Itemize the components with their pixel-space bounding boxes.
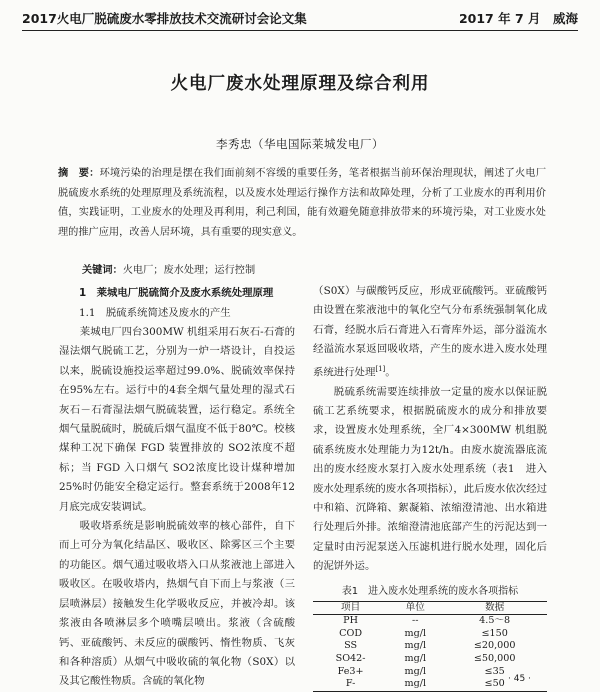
header-proceedings-title: 2017火电厂脱硫废水零排放技术交流研讨会论文集 (22, 11, 307, 26)
paragraph-text: （S0X）与碳酸钙反应，形成亚硫酸钙。亚硫酸钙由设置在浆液池中的氧化空气分布系统强制氧化成石膏，经脱水后石膏进入石膏库外运，部分溢流水经溢流水泵返回吸收塔，产生的废水进入废水处理系统进行处理 (313, 285, 547, 379)
keywords (82, 262, 552, 280)
table-cell: F- (313, 678, 388, 691)
table-cell: mg/l (404, 652, 427, 664)
table-cell: ≤35 (484, 665, 505, 677)
table-header-row (313, 601, 547, 615)
paper-title: 火电厂废水处理原理及综合利用 (170, 74, 430, 94)
table-caption: 表1 进入废水处理系统的废水各项指标 (341, 585, 519, 597)
table-cell: ≤20,000 (473, 640, 516, 652)
keywords-text: 火电厂；废水处理；运行控制 (122, 265, 256, 276)
running-header (22, 8, 578, 31)
page-number: · 45 · (508, 674, 531, 684)
table-cell: -- (412, 615, 419, 627)
abstract-text: 环境污染的治理是摆在我们面前刻不容缓的重要任务，笔者根据当前环保治理现状，阐述了火电厂脱硫废水系统的处理原理及系统流程，以及废水处理运行操作方法和故障处理，分析了工业废水的再利用价值，实践证明，工业废水的处理及再利用，利己利国，能有效避免随意排放带来的环境污染，对工业废水处理的推广应用，改善人居环境，具有重要的现实意义。 (58, 168, 547, 238)
paragraph: 吸收塔系统是影响脱硫效率的核心部件，自下而上可分为氧化结晶区、吸收区、除雾区三个主要的功能区。烟气通过吸收塔入口从浆液池上部进入吸收区。在吸收塔内，热烟气自下而上与浆液（三层喷淋层）接触发生化学吸收反应，并被冷却。该浆液由各喷淋层多个喷嘴层喷出。浆液（含硫酸钙、亚硫酸钙、未反应的碳酸钙、惰性物质、飞灰和各种溶质）从烟气中吸收硫的氧化物（S0X）以及其它酸性物质。含硫的氧化物 (59, 520, 295, 688)
table-cell: 4.5～8 (479, 615, 511, 627)
citation-ref: [1] (375, 364, 386, 373)
table-cell: ≤50 (442, 678, 547, 691)
table-cell: mg/l (388, 678, 442, 691)
table-cell: mg/l (404, 627, 427, 639)
abstract-label: 摘 要： (58, 168, 100, 179)
paragraph: 脱硫系统需要连续排放一定量的废水以保证脱硫工艺系统要求，根据脱硫废水的成分和排放要求，设置废水处理系统，全厂4×300MW 机组脱硫系统废水处理能力为12t/h。由废水旋流器底流出的废水经废水泵打入废水处理系统（表1 进入废水处理系统的废水各项指标），此后废水依次经过中和箱、沉降箱、絮凝箱、浓缩澄清池、出水箱进行处理后外排。浓缩澄清池底部产生的污泥达到一定量时由污泥泵送入压滤机进行脱水处理，固化后的泥饼外运。 (313, 385, 547, 573)
table-row (313, 640, 547, 653)
table-cell: PH (343, 615, 358, 627)
table-cell: SS (344, 640, 358, 652)
table-row (313, 628, 547, 641)
table-cell: mg/l (404, 665, 427, 677)
paragraph: 莱城电厂四台300MW 机组采用石灰石-石膏的湿法烟气脱硫工艺，分别为一炉一塔设计，自投运以来，脱硫设施投运率超过99.0%、脱硫效率保持在95%左右。运行中的4套全烟气量处理的湿式石灰石－石膏湿法烟气脱硫装置，运行稳定。系统全烟气量脱硫时，脱硫后烟气温度不低于80℃。校核煤种工况下确保 FGD 装置排放的 SO2浓度不超标；当 FGD 入口烟气 SO2浓度比设计煤种增加25%时仍能安全稳定运行。整套系统于2008年12月底完成安装调试。 (59, 326, 295, 513)
left-column (59, 282, 295, 692)
table-header-cell: 项目 (313, 601, 388, 615)
header-date-location: 2017 年 7 月 威海 (458, 11, 578, 26)
table-cell: ≤50,000 (473, 652, 516, 664)
section-heading-1: 1 莱城电厂脱硫简介及废水系统处理原理 (79, 287, 274, 299)
table-cell: mg/l (404, 640, 427, 652)
paragraph-end: 。 (385, 366, 396, 379)
table-cell: Fe3+ (337, 665, 364, 677)
keywords-label: 关键词： (82, 265, 123, 276)
table-cell: COD (339, 627, 363, 639)
author-line: 李秀忠（华电国际莱城发电厂） (216, 137, 384, 151)
abstract (58, 164, 546, 242)
table-row (313, 615, 547, 628)
table-cell: ≤150 (481, 627, 508, 639)
table-header-cell: 数据 (442, 601, 547, 615)
paragraph (313, 282, 547, 383)
table-header-cell: 单位 (388, 601, 442, 615)
right-column (313, 282, 547, 692)
table-row (313, 653, 547, 666)
table-cell: SO42- (335, 652, 366, 664)
subsection-heading-1-1: 1.1 脱硫系统简述及废水的产生 (79, 307, 231, 319)
